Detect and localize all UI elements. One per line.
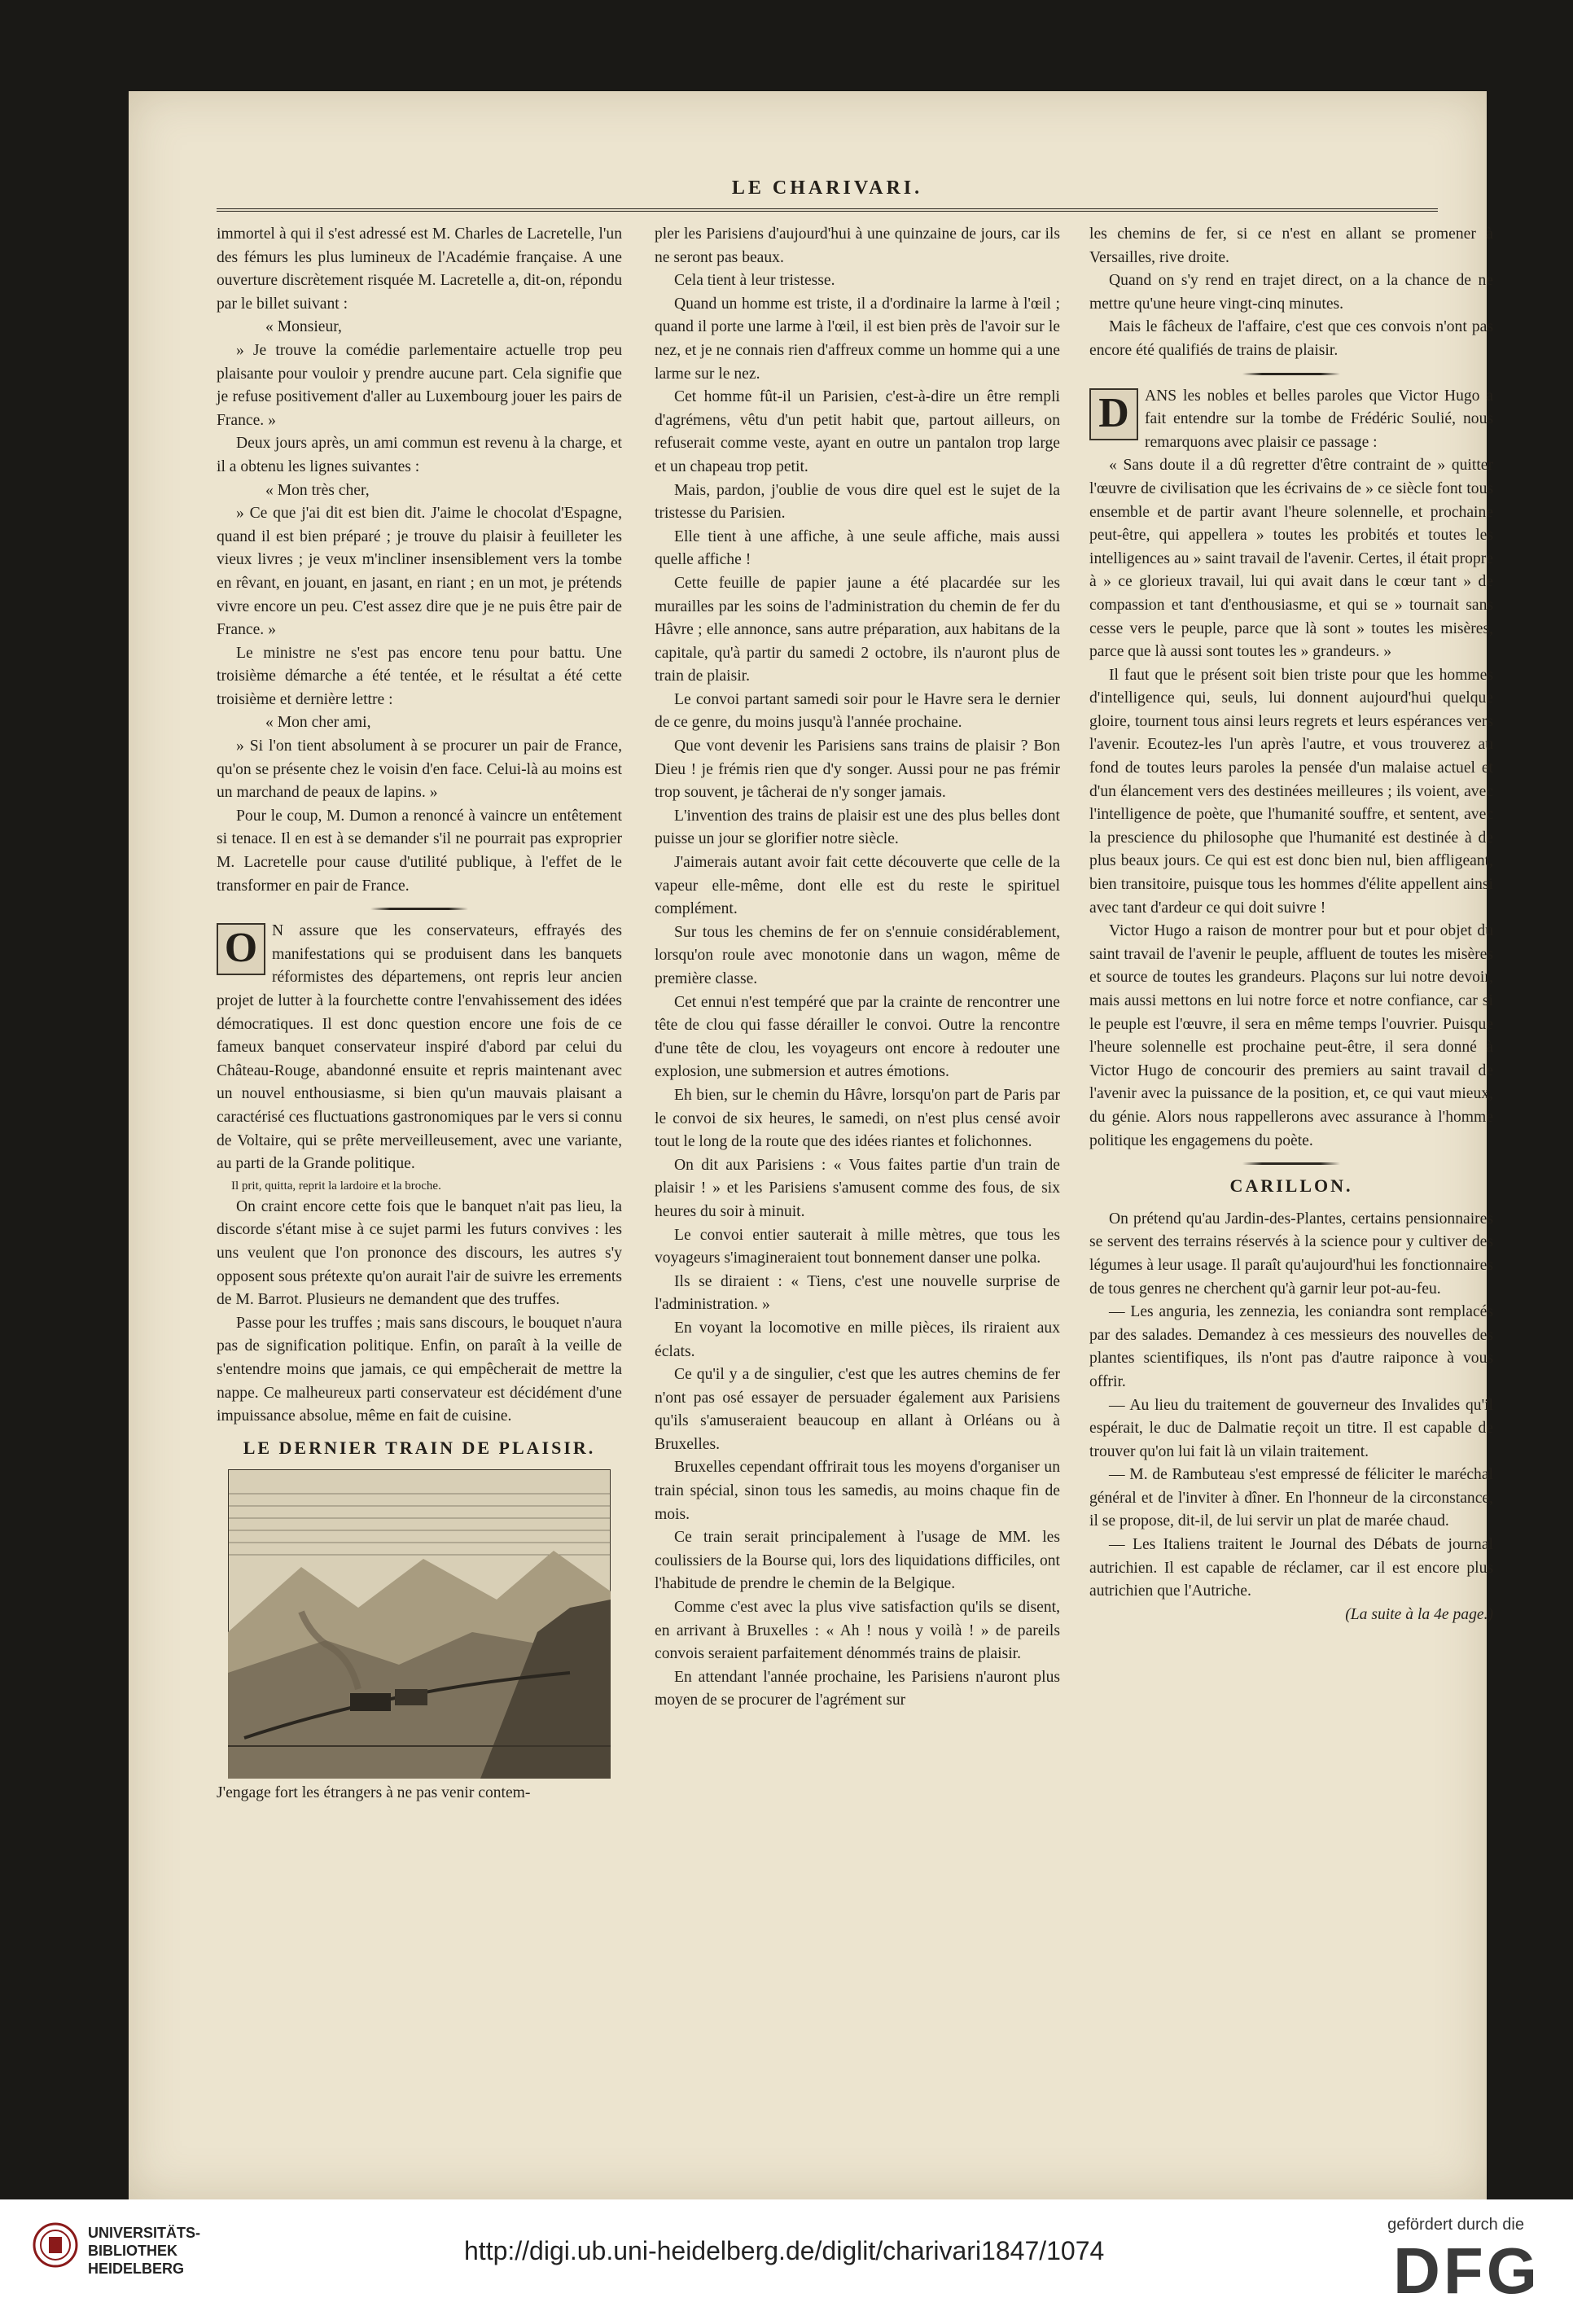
paragraph: Que vont devenir les Parisiens sans trains de plaisir ? Bon Dieu ! je frémis rien que d'y songer. Aussi pour ne pas frémir trop souvent, je tâcherai de n'y songer jamais. bbox=[655, 737, 1060, 802]
paragraph: Mais, pardon, j'oublie de vous dire quel est le sujet de la tristesse du Parisien. bbox=[655, 481, 1060, 523]
quote-paragraph: « Sans doute il a dû regretter d'être contraint de » quitter l'œuvre de civilisation que les écrivains de » ce siècle font tous ensemble et de partir avant l'heure solennelle, et prochaine peut-être, qui appellera » toutes les probités et toutes les intelligences au » saint travail de l'avenir. Certes, il était propre à » ce glorieux travail, lui qui avait dans le cœur tant » de compassion et tant d'enthousiasme, et qui se » tournait sans cesse vers le peuple, parce que là sont » toutes les misères, parce que là aussi sont toutes les » grandeurs. » bbox=[1089, 457, 1493, 661]
paragraph: On prétend qu'au Jardin-des-Plantes, certains pensionnaires se servent des terrains réservés à la science pour y cultiver des légumes à leur usage. Il paraît qu'aujourd'hui les fonctionnaires de tous genres ne cherchent qu'à garnir leur pot-au-feu. bbox=[1089, 1210, 1493, 1298]
paragraph: Le ministre ne s'est pas encore tenu pour battu. Une troisième démarche a été tentée, et le résultat a été cette troisième et dernière lettre : bbox=[217, 644, 622, 708]
paragraph: Pour le coup, M. Dumon a renoncé à vaincre un entêtement si tenace. Il en est à se demander s'il ne pourrait pas exproprier M. Lacretelle pour cause d'utilité publique, à l'effet de le transformer en pair de France. bbox=[217, 807, 622, 895]
library-name[interactable] bbox=[88, 2224, 200, 2278]
paragraph: — Au lieu du traitement de gouverneur des Invalides qu'il espérait, le duc de Dalmatie reçoit un titre. Il est capable de trouver qu'on lui fait là un vilain traitement. bbox=[1089, 1396, 1493, 1460]
funding-label: gefördert durch die bbox=[1387, 2216, 1524, 2234]
paragraph: Ce train serait principalement à l'usage de MM. les coulissiers de la Bourse qui, lors des liquidations difficiles, ont l'habitude de prendre le chemin de la Belgique. bbox=[655, 1529, 1060, 1593]
paragraph: Cette feuille de papier jaune a été placardée sur les murailles par les soins de l'administration du chemin de fer du Hâvre ; elle annonce, sans autre préparation, aux habitans de la capitale, qu'à partir du samedi 2 octobre, ils n'auront plus de train de plaisir. bbox=[655, 574, 1060, 685]
train-engraving-image bbox=[228, 1469, 611, 1779]
dfg-logo[interactable]: DFG bbox=[1393, 2234, 1540, 2307]
column-3 bbox=[1089, 223, 1493, 1626]
masthead-title: LE CHARIVARI. bbox=[731, 177, 923, 199]
quote-line: « Monsieur, bbox=[265, 318, 342, 336]
paragraph: — M. de Rambuteau s'est empressé de féliciter le maréchal général et de l'inviter à dîner. En l'honneur de la circonstance, il se propose, dit-il, de lui servir un plat de marée chaud. bbox=[1089, 1466, 1493, 1530]
library-name-line: HEIDELBERG bbox=[88, 2261, 185, 2277]
paragraph: Comme c'est avec la plus vive satisfaction qu'ils se disent, en arrivant à Bruxelles : « Ah ! nous y voilà ! » de pareils convois seraient parfaitement dénommés trains de plaisir. bbox=[655, 1599, 1060, 1663]
paragraph: Ce qu'il y a de singulier, c'est que les autres chemins de fer n'ont pas osé essayer de persuader également aux Parisiens qu'ils s'amuseraient beaucoup en allant à Orléans ou à Bruxelles. bbox=[655, 1366, 1060, 1453]
quote-paragraph: » Ce que j'ai dit est bien dit. J'aime le chocolat d'Espagne, quand il est bien préparé ; je trouve du plaisir à feuilleter les vieux livres ; je veux m'incliner insensiblement vers la tombe en rêvant, en jouant, en jasant, en riant ; en un mot, je prétends vivre encore un peu. C'est assez dire que je ne puis être pair de France. » bbox=[217, 505, 622, 639]
paragraph: les chemins de fer, si ce n'est en allant se promener à Versailles, rive droite. bbox=[1089, 225, 1493, 266]
column-2 bbox=[655, 223, 1060, 1713]
paragraph: pler les Parisiens d'aujourd'hui à une quinzaine de jours, car ils ne seront pas beaux. bbox=[655, 225, 1060, 266]
university-seal-icon bbox=[33, 2222, 78, 2268]
paragraph: On craint encore cette fois que le banquet n'ait pas lieu, la discorde s'étant mise à ce sujet parmi les futurs convives : les uns veulent que l'on prononce des discours, les autres s'y opposent sous prétexte qu'on aurait l'air de suivre les errements de M. Barrot. Plusieurs ne demandent que des truffes. bbox=[217, 1197, 622, 1309]
paragraph: En attendant l'année prochaine, les Parisiens n'auront plus moyen de se procurer de l'agrément sur bbox=[655, 1668, 1060, 1709]
paragraph: — Les Italiens traitent le Journal des Débats de journal autrichien. Il est capable de réclamer, car il est encore plus autrichien que l'Autriche. bbox=[1089, 1536, 1493, 1600]
paragraph: Passe pour les truffes ; mais sans discours, le bouquet n'aura pas de signification politique. Enfin, on paraît à la veille de s'entendre moins que jamais, ce qui empêcherait de mettre la nappe. Ce malheureux parti conservateur est décidément d'une impuissance absolue, même en fait de cuisine. bbox=[217, 1314, 622, 1425]
paragraph: J'aimerais autant avoir fait cette découverte que celle de la vapeur elle-même, dont elle est du reste le spirituel complément. bbox=[655, 854, 1060, 918]
paragraph: Quand on s'y rend en trajet direct, on a la chance de ne mettre qu'une heure vingt-cinq minutes. bbox=[1089, 272, 1493, 313]
paragraph: Quand un homme est triste, il a d'ordinaire la larme à l'œil ; quand il porte une larme à l'œil, il est bien près de l'avoir sur le nez, et je ne connais rien d'affreux comme un homme qui a une larme sur le nez. bbox=[655, 295, 1060, 383]
section-divider bbox=[370, 908, 468, 910]
paragraph: Le convoi partant samedi soir pour le Havre sera le dernier de ce genre, du moins jusqu'à l'année prochaine. bbox=[655, 690, 1060, 732]
dropcap-o: O bbox=[217, 923, 265, 975]
column-1 bbox=[217, 223, 622, 1805]
paragraph: Sur tous les chemins de fer on s'ennuie considérablement, lorsqu'on roule avec monotonie dans un wagon, même de première classe. bbox=[655, 923, 1060, 987]
dropcap-d: D bbox=[1089, 388, 1138, 440]
paragraph: Cet homme fût-il un Parisien, c'est-à-dire un être rempli d'agrémens, vêtu d'un petit habit que, partout ailleurs, on refuserait comme veste, ayant en outre un pantalon trop large et un chapeau trop petit. bbox=[655, 388, 1060, 475]
section-divider bbox=[1242, 1162, 1340, 1165]
continued-note: (La suite à la 4e page.) bbox=[1345, 1605, 1493, 1623]
paragraph: On dit aux Parisiens : « Vous faites partie d'un train de plaisir ! » et les Parisiens s'amusent comme des fous, de six heures du soir à minuit. bbox=[655, 1156, 1060, 1220]
paragraph: Eh bien, sur le chemin du Hâvre, lorsqu'on part de Paris par le convoi de six heures, le samedi, on n'est plus censé avoir tout le long de la route que des idées riantes et folichonnes. bbox=[655, 1086, 1060, 1151]
paragraph: Cela tient à leur tristesse. bbox=[674, 272, 835, 290]
permalink-url[interactable]: http://digi.ub.uni-heidelberg.de/diglit/charivari1847/1074 bbox=[464, 2236, 1105, 2265]
paragraph: Il faut que le présent soit bien triste pour que les hommes d'intelligence qui, seuls, lui donnent aujourd'hui quelque gloire, tournent tous ainsi leurs regrets et leurs espérances vers l'avenir. Ecoutez-les l'un après l'autre, et vous trouverez au fond de toutes leurs paroles la pensée d'un malaise actuel et d'un élancement vers des destinées meilleures ; ils voient, avec l'intelligence de poète, que l'humanité souffre, et sentent, avec la prescience du philosophe que l'humanité est destinée à de plus beaux jours. Ce qui est est donc bien nul, bien affligeant, bien transitoire, puisque tous les hommes d'élite appellent ainsi avec tant d'ardeur ce qui doit suivre ! bbox=[1089, 666, 1493, 917]
paragraph: Elle tient à une affiche, à une seule affiche, mais aussi quelle affiche ! bbox=[655, 527, 1060, 569]
masthead bbox=[217, 173, 1438, 212]
quote-line: « Mon très cher, bbox=[265, 481, 370, 499]
paragraph: — Les anguria, les zennezia, les coniandra sont remplacés par des salades. Demandez à ces messieurs des nouvelles des plantes scientifiques, ils n'ont pas d'autre raiponce à vous offrir. bbox=[1089, 1303, 1493, 1390]
paragraph: Ils se diraient : « Tiens, c'est une nouvelle surprise de l'administration. » bbox=[655, 1272, 1060, 1314]
paragraph: Deux jours après, un ami commun est revenu à la charge, et il a obtenu les lignes suivantes : bbox=[217, 435, 622, 475]
footer-bar bbox=[0, 2199, 1573, 2324]
newspaper-page bbox=[129, 91, 1493, 2199]
paragraph: ANS les nobles et belles paroles que Victor Hugo a fait entendre sur la tombe de Frédéric Soulié, nous remarquons avec plaisir ce passage : bbox=[1145, 387, 1493, 451]
paragraph: N assure que les conservateurs, effrayés des manifestations qui se produisent dans les banquets réformistes des départemens, ont repris leur ancien projet de lutter à la fourchette contre l'envahissement des idées démocratiques. Il est donc question encore une fois de ce fameux banquet conservateur inspiré d'abord par celui du Château-Rouge, abandonné ensuite et repris maintenant avec un nouvel enthousiasme, si bien qu'un mauvais plaisant a caractérisé ces fluctuations gastronomiques par le vers si connu de Voltaire, qui se prête merveilleusement, avec une variante, au parti de la Grande politique. bbox=[217, 922, 622, 1173]
paragraph: L'invention des trains de plaisir est une des plus belles dont puisse un jour se glorifier notre siècle. bbox=[655, 807, 1060, 848]
paragraph: Le convoi entier sauterait à mille mètres, que tous les voyageurs s'imagineraient tout bonnement danser une polka. bbox=[655, 1226, 1060, 1267]
engraving-title: LE DERNIER TRAIN DE PLAISIR. bbox=[243, 1437, 596, 1458]
paragraph: Cet ennui n'est tempéré que par la crainte de rencontrer une tête de clou qui fasse dérailler le convoi. Outre la rencontre d'une tête de clou, les voyageurs ont encore à redouter une explosion, une submersion et autres émotions. bbox=[655, 993, 1060, 1081]
paragraph: Bruxelles cependant offrirait tous les moyens d'organiser un train spécial, sinon tous les samedis, au moins chaque fin de mois. bbox=[655, 1459, 1060, 1523]
caption-text: J'engage fort les étrangers à ne pas venir contem- bbox=[217, 1784, 531, 1802]
paragraph: En voyant la locomotive en mille pièces, ils riraient aux éclats. bbox=[655, 1319, 1060, 1360]
section-heading: CARILLON. bbox=[1229, 1175, 1353, 1197]
paragraph: Mais le fâcheux de l'affaire, c'est que ces convois n'ont pas encore été qualifiés de trains de plaisir. bbox=[1089, 318, 1493, 359]
library-name-line: BIBLIOTHEK bbox=[88, 2243, 177, 2259]
library-name-line: UNIVERSITÄTS- bbox=[88, 2225, 201, 2241]
quote-paragraph: » Je trouve la comédie parlementaire actuelle trop peu plaisante pour vouloir y prendre aucune part. Cela signifie que je refuse positivement d'aller au Luxembourg jouer les pairs de France. » bbox=[217, 341, 622, 429]
section-divider bbox=[1242, 373, 1340, 375]
paragraph: Victor Hugo a raison de montrer pour but et pour objet du saint travail de l'avenir le peuple, affluent de toutes les misères et source de toutes les grandeurs. Plaçons sur lui notre devoir, mais aussi mettons en lui notre force et notre confiance, car si le peuple est l'œuvre, il sera en même temps l'ouvrier. Puisque l'heure solennelle est prochaine peut-être, il sera donné à Victor Hugo de concourir des premiers au saint travail de l'avenir avec la puissance de la position, et, ce qui vaut mieux, du génie. Alors nous rappellerons avec assurance à l'homme politique les engagemens du poète. bbox=[1089, 922, 1493, 1149]
verse-line: Il prit, quitta, reprit la lardoire et la broche. bbox=[231, 1179, 441, 1193]
quote-paragraph: » Si l'on tient absolument à se procurer un pair de France, qu'on se présente chez le voisin d'en face. Celui-là au moins est un marchand de peaux de lapins. » bbox=[217, 737, 622, 802]
quote-line: « Mon cher ami, bbox=[265, 714, 371, 732]
paragraph: immortel à qui il s'est adressé est M. Charles de Lacretelle, l'un des fémurs les plus lumineux de l'Académie française. A une ouverture discrètement risquée M. Lacretelle a, dit-on, répondu par le billet suivant : bbox=[217, 225, 622, 313]
